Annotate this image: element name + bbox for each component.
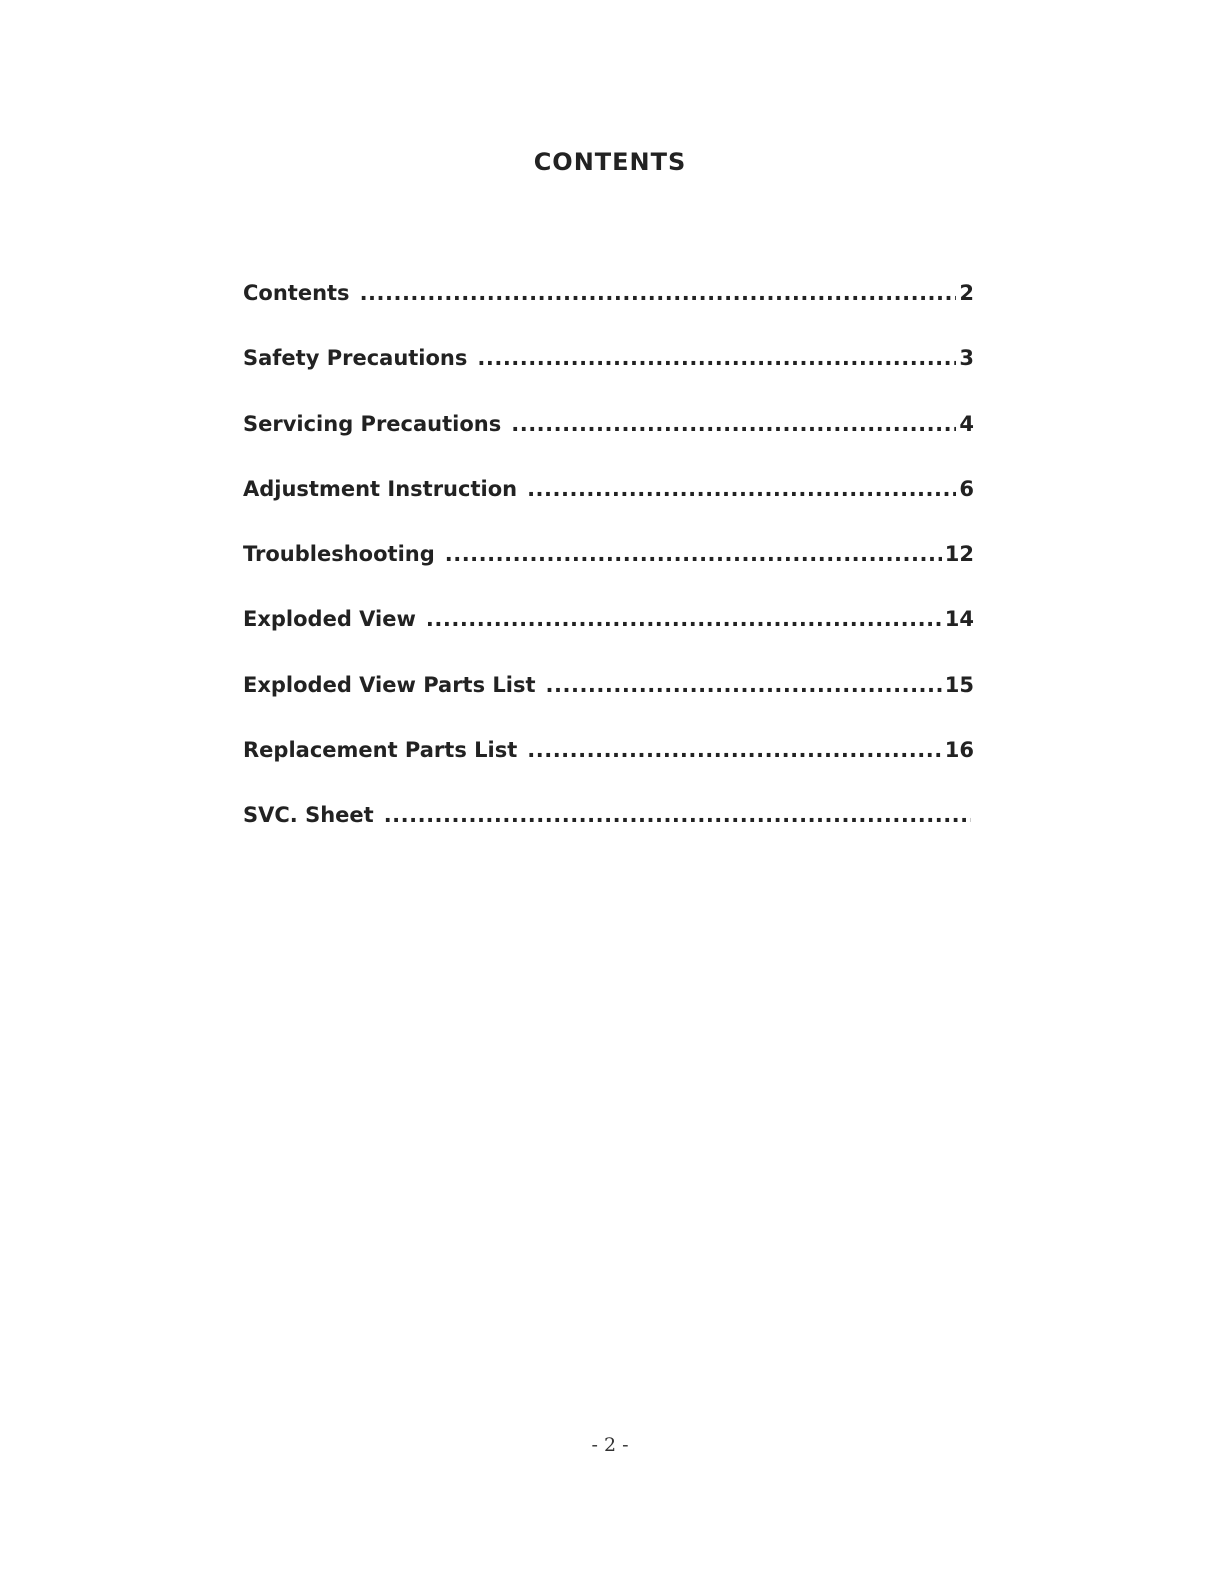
toc-entry-label: Exploded View Parts List [243, 672, 536, 697]
toc-entry-label: Safety Precautions [243, 346, 468, 371]
toc-entry-label: Exploded View [243, 607, 416, 632]
toc-entry-label: SVC. Sheet [243, 803, 374, 828]
toc-dot-leader [527, 738, 942, 762]
toc-entry-exploded-view-parts-list[interactable] [243, 673, 974, 738]
toc-entry-page: 14 [944, 607, 974, 632]
page-number: - 2 - [591, 1434, 629, 1456]
toc-dot-leader [511, 412, 956, 436]
toc-entry-page: 3 [959, 346, 974, 371]
toc-entry-exploded-view[interactable] [243, 607, 974, 672]
toc-entry-page: 15 [944, 672, 974, 697]
toc-entry-page: 16 [944, 738, 974, 763]
toc-dot-leader [426, 607, 942, 631]
toc-entry-page: 2 [959, 281, 974, 305]
toc-dot-leader [546, 673, 942, 697]
table-of-contents [243, 281, 974, 869]
toc-dot-leader [477, 346, 956, 370]
toc-dot-leader [384, 803, 971, 827]
toc-entry-label: Contents [243, 281, 350, 305]
toc-entry-label: Replacement Parts List [243, 738, 518, 763]
toc-dot-leader [445, 542, 942, 566]
toc-entry-label: Adjustment Instruction [243, 476, 518, 501]
toc-entry-label: Servicing Precautions [243, 411, 502, 436]
toc-entry-servicing-precautions[interactable] [243, 412, 974, 477]
page-title: CONTENTS [533, 148, 687, 176]
toc-entry-replacement-parts-list[interactable] [243, 738, 974, 803]
toc-entry-troubleshooting[interactable] [243, 542, 974, 607]
toc-dot-leader [527, 477, 956, 501]
toc-entry-page: 4 [959, 411, 974, 436]
toc-entry-safety-precautions[interactable] [243, 346, 974, 411]
toc-entry-page: 6 [959, 476, 974, 501]
toc-entry-contents[interactable] [243, 281, 974, 346]
toc-entry-page: 12 [944, 542, 974, 567]
toc-entry-label: Troubleshooting [243, 542, 435, 567]
toc-entry-svc-sheet[interactable] [243, 803, 974, 868]
toc-entry-adjustment-instruction[interactable] [243, 477, 974, 542]
toc-dot-leader [360, 281, 957, 305]
